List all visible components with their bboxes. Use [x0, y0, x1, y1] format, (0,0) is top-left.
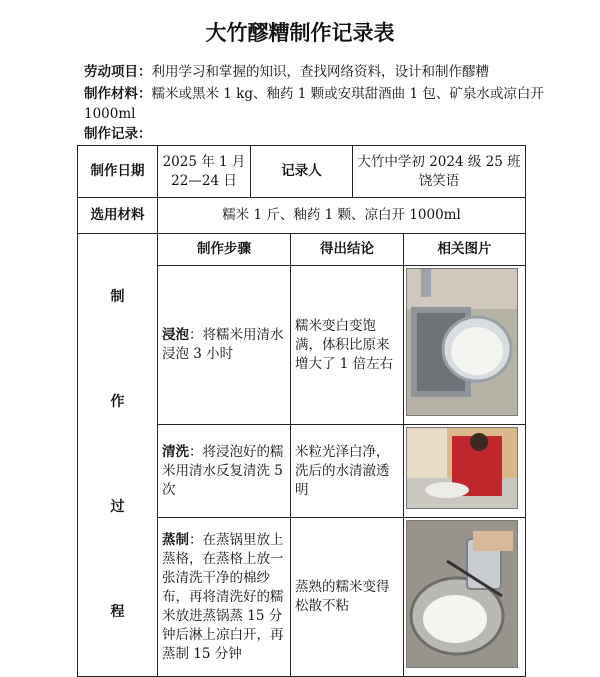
record-label: 制作记录：: [84, 126, 152, 142]
step-desc: 清洗：将浸泡好的糯米用清水反复清洗 5 次: [158, 425, 291, 518]
washing-rice-photo: [406, 427, 518, 509]
date-label: 制作日期: [78, 146, 158, 198]
rice-soaking-sink-photo: [406, 268, 518, 416]
process-char: 过: [110, 499, 125, 515]
date-row: [78, 146, 526, 198]
recorder-value: 大竹中学初 2024 级 25 班饶笑语: [353, 146, 526, 198]
process-char: 程: [110, 604, 125, 620]
materials-text: 糯米或黑米 1 kg、釉药 1 颗或安琪甜酒曲 1 包、矿泉水或凉白开 1000ml: [84, 86, 544, 122]
header-result: 得出结论: [291, 234, 404, 266]
project-text: 利用学习和掌握的知识，查找网络资料，设计和制作醪糟: [151, 64, 489, 80]
material-row: [78, 198, 526, 234]
step-desc: 浸泡：将糯米用清水浸泡 3 小时: [158, 266, 291, 425]
process-header-row: [78, 234, 526, 266]
date-value: 2025 年 1 月 22—24 日: [158, 146, 251, 198]
header-photo: 相关图片: [404, 234, 526, 266]
step-result: 米粒光泽白净，洗后的水清澈透明: [291, 425, 404, 518]
page-title: 大竹醪糟制作记录表: [205, 21, 395, 45]
project-line: [84, 62, 544, 82]
materials-line: [84, 84, 544, 124]
process-char: 制: [110, 289, 125, 305]
record-table: [77, 145, 526, 677]
steamed-rice-pot-photo: [406, 520, 518, 668]
project-label: 劳动项目：: [84, 64, 152, 80]
step-photo-cell: [404, 425, 526, 518]
step-desc: 蒸制：在蒸锅里放上蒸格，在蒸格上放一张清洗干净的棉纱布，再将清洗好的糯米放进蒸锅蒸 15 分钟后淋上凉白开，再蒸制 15 分钟: [158, 518, 291, 677]
step-result: 糯米变白变饱满，体积比原来增大了 1 倍左右: [291, 266, 404, 425]
step-photo-cell: [404, 518, 526, 677]
process-char: 作: [110, 394, 125, 410]
material-label: 选用材料: [78, 198, 158, 234]
record-line: [84, 124, 544, 144]
recorder-label: 记录人: [251, 146, 353, 198]
header-steps: 制作步骤: [158, 234, 291, 266]
process-label-cell: [78, 234, 158, 677]
step-result: 蒸熟的糯米变得松散不粘: [291, 518, 404, 677]
materials-label: 制作材料：: [84, 86, 152, 102]
material-value: 糯米 1 斤、釉药 1 颗、凉白开 1000ml: [158, 198, 526, 234]
step-photo-cell: [404, 266, 526, 425]
